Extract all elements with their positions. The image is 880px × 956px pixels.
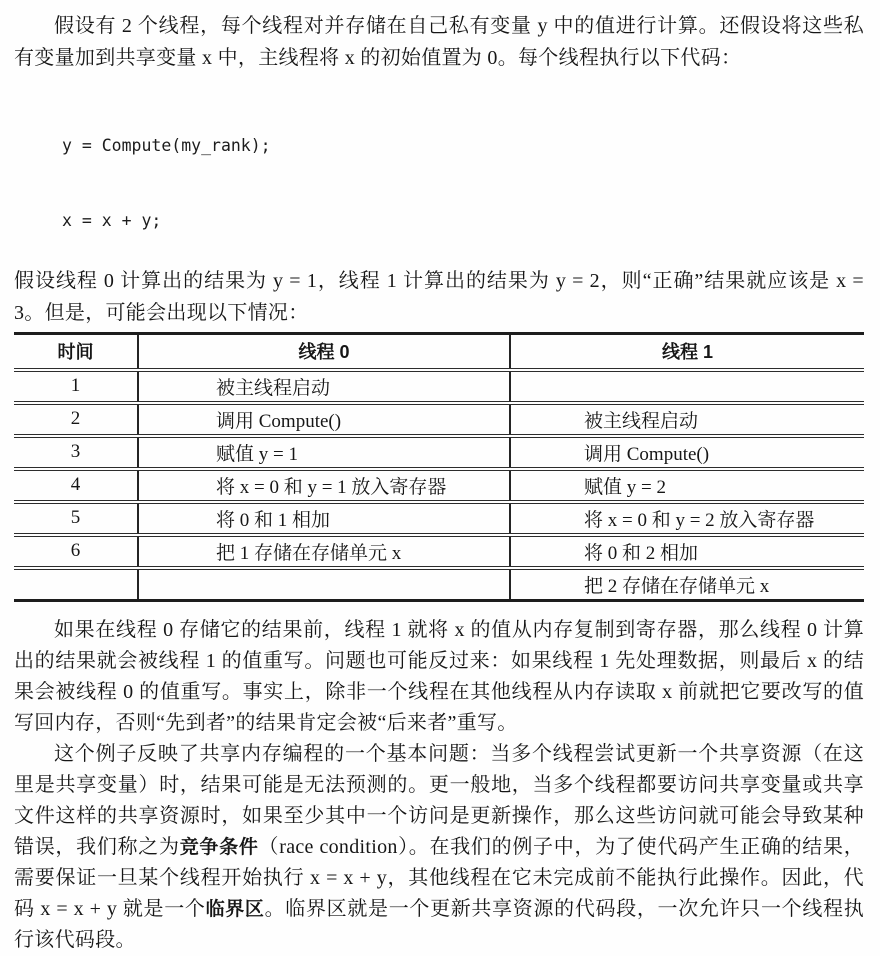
thread1-cell: 把 2 存储在存储单元 x: [584, 575, 770, 597]
time-cell: 1: [14, 370, 138, 403]
thread1-cell: 赋值 y = 2: [584, 476, 666, 498]
code-block: [62, 83, 864, 258]
thread0-cell: 将 x = 0 和 y = 1 放入寄存器: [138, 469, 510, 502]
thread0-cell: 被主线程启动: [138, 370, 510, 403]
table-header: [14, 334, 864, 370]
race-paragraph-segment: （race condition）。在我们的例子中，为了使代码产生正确的结果，需要保证一旦某个线程开始执行 x = x + y，其他线程在它未完成前不能执行此操作。因此，代码 x = x + y 就是一个: [14, 836, 864, 920]
table-row: [14, 436, 864, 469]
thread0-cell: 调用 Compute(): [138, 403, 510, 436]
thread1-cell: 被主线程启动: [584, 410, 699, 432]
table-header-row: [14, 334, 864, 370]
race-paragraph-segment: 这个例子反映了共享内存编程的一个基本问题：当多个线程尝试更新一个共享资源（在这里是共享变量）时，结果可能是无法预测的。更一般地，当多个线程都要访问共享变量或共享文件这样的共享资源时，如果至少其中一个访问是更新操作，那么这些访问就可能会导致某种错误，我们称之为: [14, 743, 864, 858]
time-cell: 4: [14, 469, 138, 502]
thread-timeline-table: [14, 332, 864, 602]
critical-section-term: 临界区: [205, 899, 265, 920]
time-cell: [14, 568, 138, 601]
thread1-cell: 调用 Compute(): [584, 443, 710, 465]
code-line: x = x + y;: [62, 211, 162, 230]
time-cell: 5: [14, 502, 138, 535]
header-time: 时间: [14, 334, 138, 370]
table-row: [14, 469, 864, 502]
table-row: [14, 502, 864, 535]
intro-paragraph: 假设有 2 个线程，每个线程对并存储在自己私有变量 y 中的值进行计算。还假设将这些私有变量加到共享变量 x 中，主线程将 x 的初始值置为 0。每个线程执行以下代码：: [14, 15, 864, 69]
thread1-cell: [510, 370, 864, 403]
overwrite-paragraph: 如果在线程 0 存储它的结果前，线程 1 就将 x 的值从内存复制到寄存器，那么线程 0 计算出的结果就会被线程 1 的值重写。问题也可能反过来：如果线程 1 先处理数据，则最后 x 的结果会被线程 0 的值重写。事实上，除非一个线程在其他线程从内存读取 x 前就把它要改写的值写回内存，否则“先到者”的结果肯定会被“后来者”重写。: [14, 619, 864, 734]
race-condition-paragraph: [14, 739, 864, 956]
table-row: [14, 535, 864, 568]
thread0-cell: 将 0 和 1 相加: [138, 502, 510, 535]
thread0-cell: 把 1 存储在存储单元 x: [138, 535, 510, 568]
table-body: [14, 370, 864, 601]
table-row: [14, 568, 864, 601]
header-thread0: 线程 0: [138, 334, 510, 370]
table-row: [14, 370, 864, 403]
time-cell: 6: [14, 535, 138, 568]
code-line: y = Compute(my_rank);: [62, 136, 271, 155]
thread0-cell: 赋值 y = 1: [138, 436, 510, 469]
time-cell: 3: [14, 436, 138, 469]
table-row: [14, 403, 864, 436]
thread1-cell: 将 x = 0 和 y = 2 放入寄存器: [584, 509, 815, 531]
race-condition-term: 竞争条件: [179, 837, 259, 858]
time-cell: 2: [14, 403, 138, 436]
race-paragraph-segment: 。临界区就是一个更新共享资源的代码段，一次允许只一个线程执行该代码段。: [14, 898, 864, 951]
thread0-cell: [138, 568, 510, 601]
assumption-paragraph: 假设线程 0 计算出的结果为 y = 1，线程 1 计算出的结果为 y = 2，则“正确”结果就应该是 x = 3。但是，可能会出现以下情况：: [14, 270, 864, 324]
header-thread1: 线程 1: [661, 342, 713, 363]
thread1-cell: 将 0 和 2 相加: [584, 542, 699, 564]
